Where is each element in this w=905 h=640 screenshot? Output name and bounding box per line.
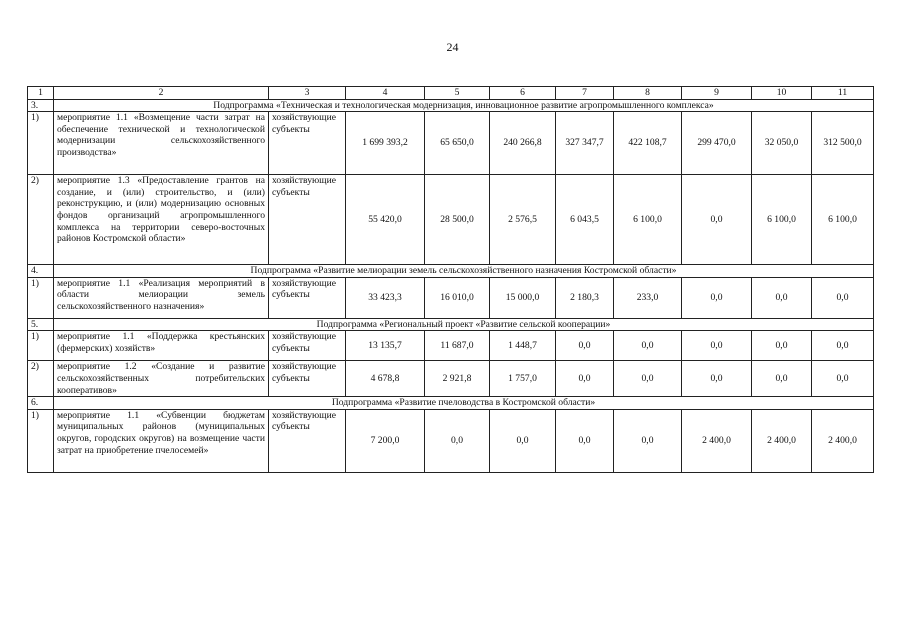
value-cell: 7 200,0 (346, 409, 425, 472)
value-cell: 0,0 (682, 277, 752, 318)
value-cell: 1 757,0 (490, 361, 556, 397)
table-row (28, 409, 874, 472)
section-title: Подпрограмма «Развитие пчеловодства в Костромской области» (54, 397, 874, 410)
table-row (28, 361, 874, 397)
measure-description: мероприятие 1.1 «Реализация мероприятий в области мелиорации земель сельскохозяйственного назначения» (54, 277, 269, 318)
value-cell: 0,0 (556, 361, 614, 397)
row-number: 1) (28, 331, 54, 361)
value-cell: 0,0 (614, 331, 682, 361)
value-cell: 4 678,8 (346, 361, 425, 397)
section-number: 3. (28, 99, 54, 112)
row-number: 1) (28, 112, 54, 175)
header-cell: 5 (425, 87, 490, 100)
executor: хозяйствующие субъекты (269, 112, 346, 175)
value-cell: 65 650,0 (425, 112, 490, 175)
header-row (28, 87, 874, 100)
row-number: 2) (28, 175, 54, 265)
header-cell: 2 (54, 87, 269, 100)
value-cell: 2 576,5 (490, 175, 556, 265)
value-cell: 0,0 (812, 277, 874, 318)
value-cell: 1 699 393,2 (346, 112, 425, 175)
value-cell: 0,0 (812, 361, 874, 397)
value-cell: 2 180,3 (556, 277, 614, 318)
section-number: 5. (28, 318, 54, 331)
executor: хозяйствующие субъекты (269, 175, 346, 265)
value-cell: 0,0 (682, 331, 752, 361)
value-cell: 0,0 (614, 409, 682, 472)
value-cell: 15 000,0 (490, 277, 556, 318)
value-cell: 6 100,0 (812, 175, 874, 265)
value-cell: 2 400,0 (812, 409, 874, 472)
executor: хозяйствующие субъекты (269, 409, 346, 472)
value-cell: 2 400,0 (752, 409, 812, 472)
table-row (28, 331, 874, 361)
value-cell: 1 448,7 (490, 331, 556, 361)
value-cell: 0,0 (682, 361, 752, 397)
section-number: 6. (28, 397, 54, 410)
value-cell: 11 687,0 (425, 331, 490, 361)
section-title: Подпрограмма «Региональный проект «Развитие сельской кооперации» (54, 318, 874, 331)
measure-description: мероприятие 1.1 «Поддержка крестьянских (фермерских) хозяйств» (54, 331, 269, 361)
header-cell: 4 (346, 87, 425, 100)
header-cell: 10 (752, 87, 812, 100)
value-cell: 28 500,0 (425, 175, 490, 265)
page-number: 24 (446, 40, 459, 54)
section-row (28, 318, 874, 331)
section-title: Подпрограмма «Техническая и технологическая модернизация, инновационное развитие агропромышленного комплекса» (54, 99, 874, 112)
measure-description: мероприятие 1.3 «Предоставление грантов на создание, и (или) строительство, и (или) реконструкцию, и (или) модернизацию основных фондов организаций агропромышленного комплекса на территории северо-восточных районов Костромской области» (54, 175, 269, 265)
value-cell: 327 347,7 (556, 112, 614, 175)
value-cell: 312 500,0 (812, 112, 874, 175)
value-cell: 32 050,0 (752, 112, 812, 175)
value-cell: 0,0 (752, 361, 812, 397)
header-cell: 1 (28, 87, 54, 100)
budget-table (27, 86, 874, 473)
value-cell: 240 266,8 (490, 112, 556, 175)
section-title: Подпрограмма «Развитие мелиорации земель сельскохозяйственного назначения Костромской области» (54, 265, 874, 278)
value-cell: 6 100,0 (752, 175, 812, 265)
value-cell: 0,0 (614, 361, 682, 397)
value-cell: 0,0 (556, 331, 614, 361)
header-cell: 3 (269, 87, 346, 100)
row-number: 2) (28, 361, 54, 397)
value-cell: 0,0 (682, 175, 752, 265)
row-number: 1) (28, 277, 54, 318)
value-cell: 299 470,0 (682, 112, 752, 175)
header-cell: 9 (682, 87, 752, 100)
measure-description: мероприятие 1.2 «Создание и развитие сельскохозяйственных потребительских кооперативов» (54, 361, 269, 397)
value-cell: 2 400,0 (682, 409, 752, 472)
value-cell: 13 135,7 (346, 331, 425, 361)
measure-description: мероприятие 1.1 «Субвенции бюджетам муниципальных районов (муниципальных округов, городских округов) на возмещение части затрат на приобретение пчелосемей» (54, 409, 269, 472)
table-row (28, 277, 874, 318)
measure-description: мероприятие 1.1 «Возмещение части затрат на обеспечение технической и технологической модернизации сельскохозяйственного производства» (54, 112, 269, 175)
section-row (28, 397, 874, 410)
value-cell: 16 010,0 (425, 277, 490, 318)
value-cell: 0,0 (812, 331, 874, 361)
section-number: 4. (28, 265, 54, 278)
executor: хозяйствующие субъекты (269, 331, 346, 361)
header-cell: 7 (556, 87, 614, 100)
value-cell: 55 420,0 (346, 175, 425, 265)
value-cell: 0,0 (752, 331, 812, 361)
value-cell: 422 108,7 (614, 112, 682, 175)
table-row (28, 112, 874, 175)
header-cell: 6 (490, 87, 556, 100)
header-cell: 11 (812, 87, 874, 100)
header-cell: 8 (614, 87, 682, 100)
value-cell: 0,0 (425, 409, 490, 472)
value-cell: 2 921,8 (425, 361, 490, 397)
value-cell: 0,0 (752, 277, 812, 318)
section-row (28, 265, 874, 278)
table-row (28, 175, 874, 265)
value-cell: 233,0 (614, 277, 682, 318)
executor: хозяйствующие субъекты (269, 361, 346, 397)
executor: хозяйствующие субъекты (269, 277, 346, 318)
value-cell: 0,0 (490, 409, 556, 472)
value-cell: 6 100,0 (614, 175, 682, 265)
value-cell: 6 043,5 (556, 175, 614, 265)
value-cell: 0,0 (556, 409, 614, 472)
section-row (28, 99, 874, 112)
row-number: 1) (28, 409, 54, 472)
value-cell: 33 423,3 (346, 277, 425, 318)
